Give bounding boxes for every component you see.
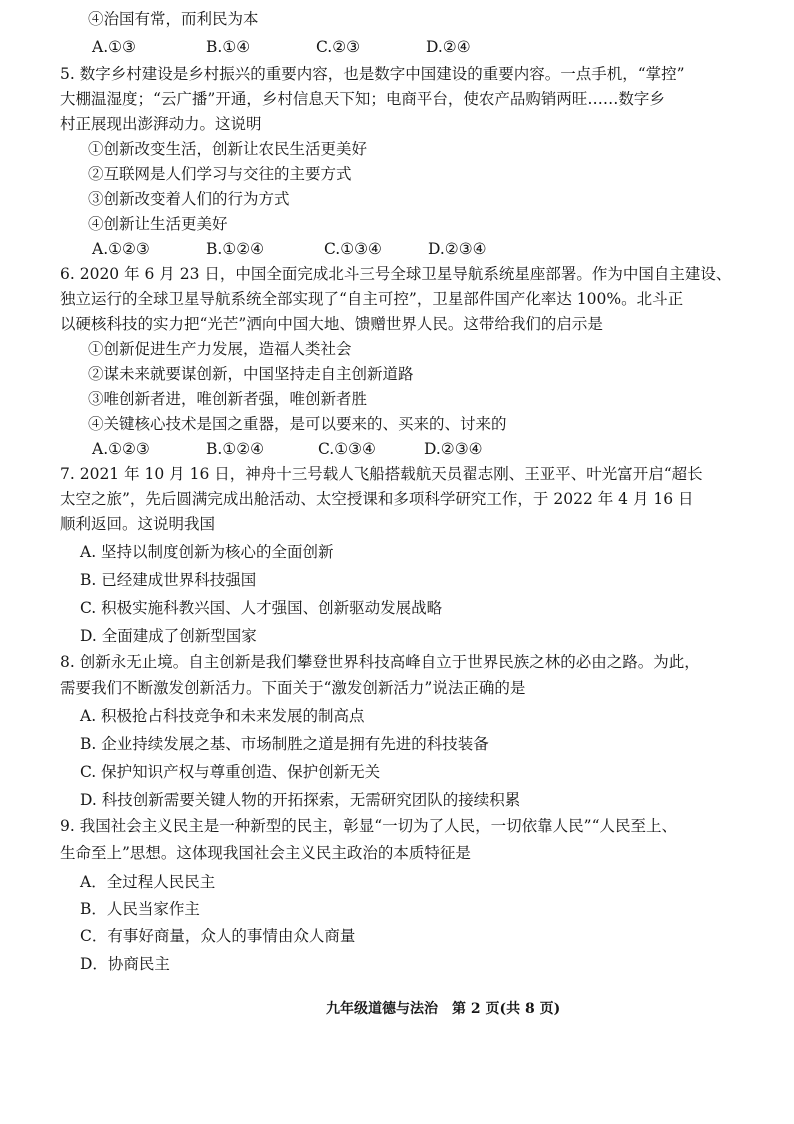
q8-option-b: B. 企业持续发展之基、市场制胜之道是拥有先进的科技装备: [80, 735, 489, 753]
q8-option-c: C. 保护知识产权与尊重创造、保护创新无关: [80, 763, 381, 781]
q9-option-a: A．全过程人民民主: [80, 873, 216, 891]
q4-option-c: C.②③: [316, 38, 361, 56]
q6-item-4: ④关键核心技术是国之重器，是可以要来的、买来的、讨来的: [88, 415, 507, 433]
q5-item-4: ④创新让生活更美好: [88, 215, 228, 233]
q7-option-a: A. 坚持以制度创新为核心的全面创新: [80, 543, 334, 561]
q6-stem-line-3: 以硬核科技的实力把“光芒”洒向中国大地、馈赠世界人民。这带给我们的启示是: [60, 315, 603, 333]
q6-stem-line-2: 独立运行的全球卫星导航系统全部实现了“自主可控”，卫星部件国产化率达 100%。北斗正: [60, 290, 684, 308]
q7-stem-line-3: 顺利返回。这说明我国: [60, 515, 216, 533]
q5-item-2: ②互联网是人们学习与交往的主要方式: [88, 165, 352, 183]
q6-item-2: ②谋未来就要谋创新，中国坚持走自主创新道路: [88, 365, 414, 383]
q4-option-a: A.①③: [92, 38, 136, 56]
q5-stem-line-2: 大棚温湿度；“云广播”开通，乡村信息天下知；电商平台，使农产品购销两旺……数字乡: [60, 90, 665, 108]
q8-stem-line-2: 需要我们不断激发创新活力。下面关于“激发创新活力”说法正确的是: [60, 679, 526, 697]
q5-option-b: B.①②④: [206, 240, 265, 258]
q7-stem-line-1: 7. 2021 年 10 月 16 日，神舟十三号载人飞船搭载航天员翟志刚、王亚平、叶光富开启“超长: [60, 465, 703, 483]
q6-item-1: ①创新促进生产力发展，造福人类社会: [88, 340, 352, 358]
q5-item-1: ①创新改变生活，创新让农民生活更美好: [88, 140, 368, 158]
q4-option-d: D.②④: [426, 38, 471, 56]
q4-option-b: B.①④: [206, 38, 251, 56]
q9-option-d: D．协商民主: [80, 955, 170, 973]
q6-option-b: B.①②④: [206, 440, 265, 458]
q7-option-b: B. 已经建成世界科技强国: [80, 571, 257, 589]
q7-option-c: C. 积极实施科教兴国、人才强国、创新驱动发展战略: [80, 599, 443, 617]
page-footer: 九年级道德与法治 第 2 页(共 8 页): [326, 1001, 561, 1017]
q7-option-d: D. 全面建成了创新型国家: [80, 627, 257, 645]
q7-stem-line-2: 太空之旅”，先后圆满完成出舱活动、太空授课和多项科学研究工作，于 2022 年 4 月 16 日: [60, 490, 694, 508]
q8-option-a: A. 积极抢占科技竞争和未来发展的制高点: [80, 707, 365, 725]
q4-item-4: ④治国有常，而利民为本: [88, 10, 259, 28]
q5-stem-line-1: 5. 数字乡村建设是乡村振兴的重要内容，也是数字中国建设的重要内容。一点手机，“掌控”: [60, 65, 685, 83]
q8-stem-line-1: 8. 创新永无止境。自主创新是我们攀登世界科技高峰自立于世界民族之林的必由之路。为此，: [60, 653, 700, 671]
q5-stem-line-3: 村正展现出澎湃动力。这说明: [60, 115, 262, 133]
q6-option-d: D.②③④: [424, 440, 483, 458]
q9-option-c: C．有事好商量，众人的事情由众人商量: [80, 927, 356, 945]
q5-option-d: D.②③④: [428, 240, 487, 258]
q9-option-b: B．人民当家作主: [80, 900, 200, 918]
q6-stem-line-1: 6. 2020 年 6 月 23 日，中国全面完成北斗三号全球卫星导航系统星座部署。作为中国自主建设、: [60, 265, 732, 283]
q6-option-a: A.①②③: [92, 440, 150, 458]
q5-option-a: A.①②③: [92, 240, 150, 258]
q5-option-c: C.①③④: [324, 240, 382, 258]
q9-stem-line-1: 9. 我国社会主义民主是一种新型的民主，彰显“一切为了人民，一切依靠人民”“人民至上、: [60, 817, 677, 835]
q6-item-3: ③唯创新者进，唯创新者强，唯创新者胜: [88, 390, 368, 408]
q8-option-d: D. 科技创新需要关键人物的开拓探索，无需研究团队的接续积累: [80, 791, 521, 809]
q6-option-c: C.①③④: [318, 440, 376, 458]
q9-stem-line-2: 生命至上”思想。这体现我国社会主义民主政治的本质特征是: [60, 844, 471, 862]
q5-item-3: ③创新改变着人们的行为方式: [88, 190, 290, 208]
